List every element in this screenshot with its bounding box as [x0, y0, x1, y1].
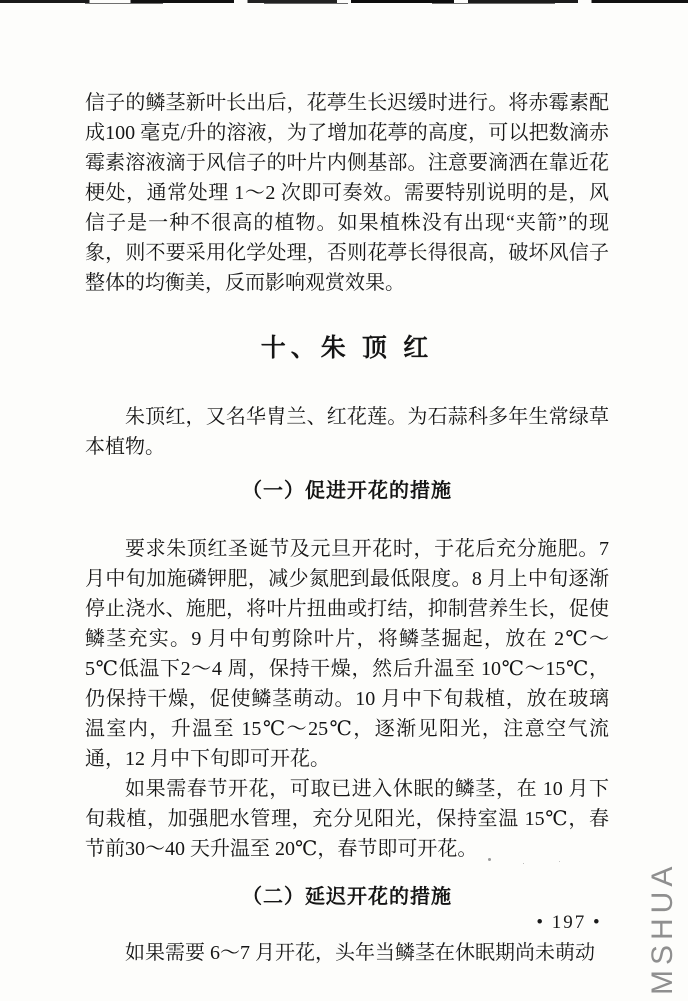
paragraph-hyacinth-continuation: 信子的鳞茎新叶长出后，花葶生长迟缓时进行。将赤霉素配成100 毫克/升的溶液，为了增加花葶的高度，可以把数滴赤霉素溶液滴于风信子的叶片内侧基部。注意要滴洒在靠近花梗处，通常处理 1～2 次即可奏效。需要特别说明的是，风信子是一种不很高的植物。如果植株没有出现“夹箭”的现象，则不要采用化学处理，否则花葶长得很高，破坏风信子整体的均衡美，反而影响观赏效果。 [85, 92, 609, 294]
paragraph-promote-flowering-1: 要求朱顶红圣诞节及元旦开花时，于花后充分施肥。7 月中旬加施磷钾肥，减少氮肥到最低限度。8 月上中旬逐渐停止浇水、施肥，将叶片扭曲或打结，抑制营养生长，促使鳞茎充实。9 月中旬剪除叶片，将鳞茎掘起，放在 2℃～5℃低温下2～4 周，保持干燥，然后升温至 10℃～15℃，仍保持干燥，促使鳞茎萌动。10 月中下旬栽植，放在玻璃温室内，升温至 15℃～25℃，逐渐见阳光，注意空气流通，12 月中下旬即可开花。 [85, 538, 609, 770]
paragraph-delay-flowering-1: 如果需要 6～7 月开花，头年当鳞茎在休眠期尚未萌动 [125, 942, 595, 964]
paragraph-amaryllis-intro: 朱顶红，又名华胄兰、红花莲。为石蒜科多年生常绿草本植物。 [85, 406, 609, 458]
scan-artifact-top-line-secondary [40, 3, 600, 4]
chapter-heading-amaryllis: 十、朱 顶 红 [260, 335, 434, 362]
watermark-mshua: MSHUA [646, 861, 679, 995]
section-heading-promote-flowering: （一）促进开花的措施 [242, 480, 452, 502]
page-text-block [85, 88, 609, 968]
paragraph-promote-flowering-2: 如果需春节开花，可取已进入休眠的鳞茎，在 10 月下旬栽植，加强肥水管理，充分见阳光，保持室温 15℃，春节前30～40 天升温至 20℃，春节即可开花。 [85, 778, 609, 860]
page-number: • 197 • [536, 912, 602, 933]
section-heading-delay-flowering: （二）延迟开花的措施 [242, 886, 452, 908]
scan-speck-marks [488, 858, 491, 861]
